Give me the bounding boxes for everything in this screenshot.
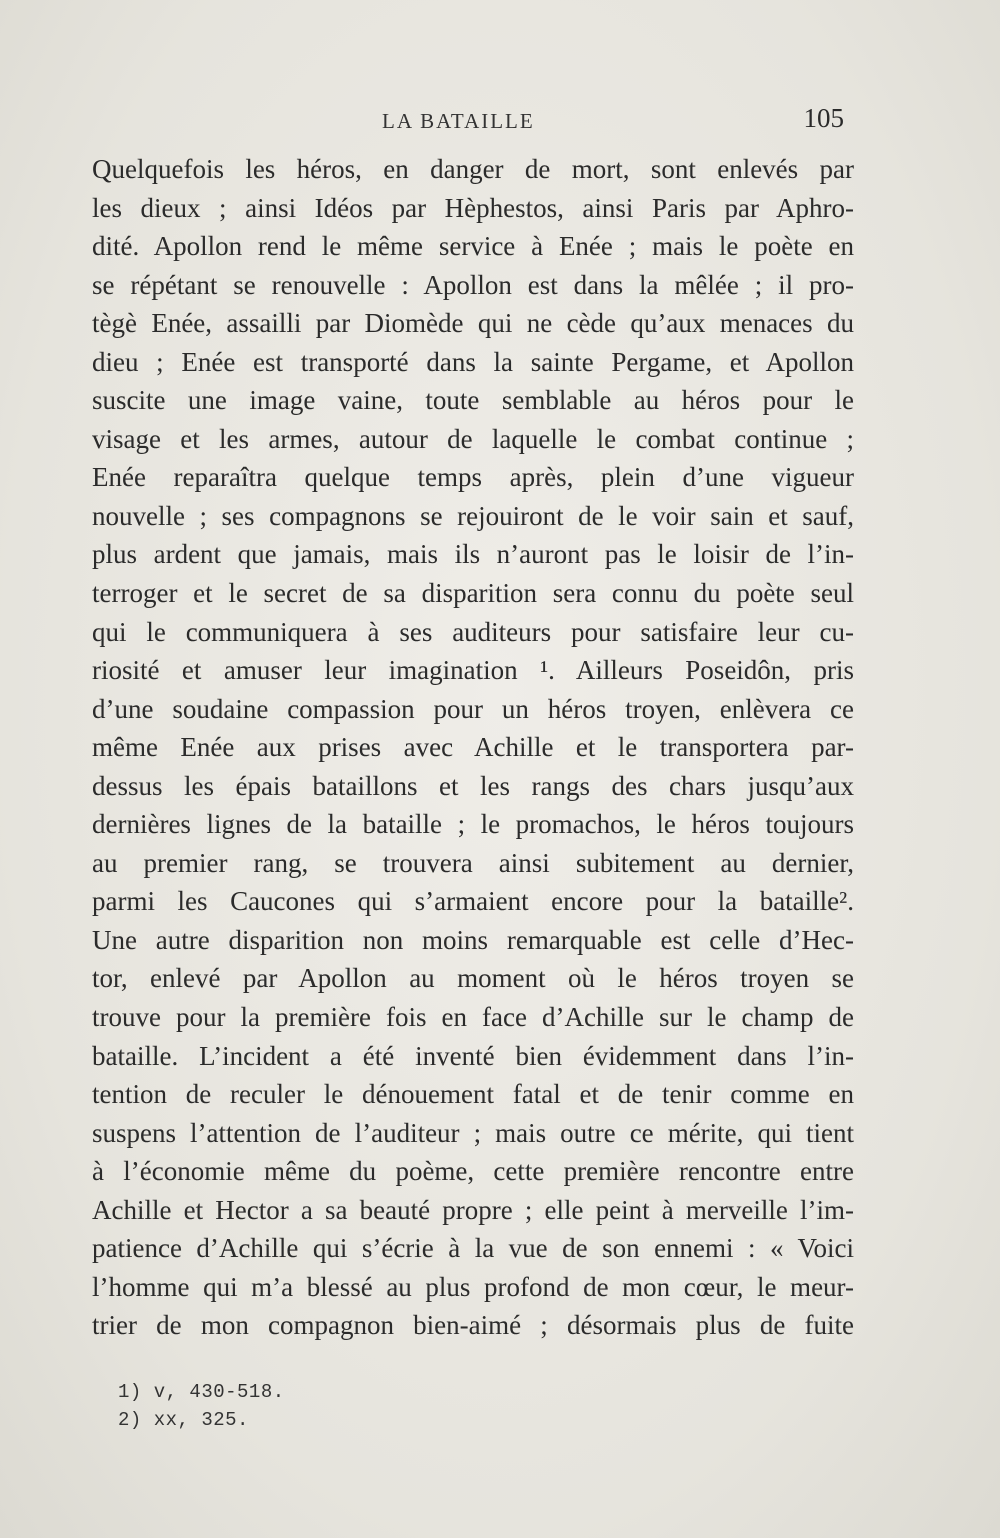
text-line: Quelquefois les héros, en danger de mort, sont enlevés par	[92, 154, 854, 184]
text-line: Enée reparaîtra quelque temps après, plein d’une vigueur	[92, 462, 854, 493]
text-line: riosité et amuser leur imagination ¹. Ailleurs Poseidôn, pris	[92, 655, 854, 686]
footnote-2: 2) xx, 325.	[118, 1409, 249, 1431]
running-title: LA BATAILLE	[382, 109, 535, 133]
footnote-1: 1) v, 430-518.	[118, 1381, 285, 1403]
running-head	[92, 103, 852, 143]
text-line: dernières lignes de la bataille ; le promachos, le héros toujours	[92, 809, 854, 840]
body-text	[92, 150, 854, 1345]
text-line: visage et les armes, autour de laquelle le combat continue ;	[92, 423, 854, 454]
text-line: l’homme qui m’a blessé au plus profond de mon cœur, le meur-	[92, 1271, 854, 1302]
text-line: au premier rang, se trouvera ainsi subitement au dernier,	[92, 847, 854, 878]
text-line: se répétant se renouvelle : Apollon est dans la mêlée ; il pro-	[92, 269, 854, 300]
text-line: tor, enlevé par Apollon au moment où le héros troyen se	[92, 963, 854, 994]
text-line: les dieux ; ainsi Idéos par Hèphestos, ainsi Paris par Aphro-	[92, 192, 854, 223]
text-line: dessus les épais bataillons et les rangs des chars jusqu’aux	[92, 770, 854, 801]
text-line: plus ardent que jamais, mais ils n’auront pas le loisir de l’in-	[92, 539, 854, 570]
text-line: d’une soudaine compassion pour un héros troyen, enlèvera ce	[92, 693, 854, 724]
text-line: dieu ; Enée est transporté dans la sainte Pergame, et Apollon	[92, 346, 854, 377]
text-line: suspens l’attention de l’auditeur ; mais outre ce mérite, qui tient	[92, 1117, 854, 1148]
text-line: même Enée aux prises avec Achille et le transportera par-	[92, 732, 854, 763]
text-line: bataille. L’incident a été inventé bien évidemment dans l’in-	[92, 1040, 854, 1071]
text-line: tègè Enée, assailli par Diomède qui ne cède qu’aux menaces du	[92, 308, 854, 339]
text-line: parmi les Caucones qui s’armaient encore pour la bataille².	[92, 886, 854, 917]
page-number: 105	[803, 103, 844, 133]
text-line: Achille et Hector a sa beauté propre ; elle peint à merveille l’im-	[92, 1194, 854, 1225]
text-line: nouvelle ; ses compagnons se rejouiront de le voir sain et sauf,	[92, 500, 854, 531]
footnotes	[118, 1378, 518, 1434]
text-line: qui le communiquera à ses auditeurs pour satisfaire leur cu-	[92, 616, 854, 647]
text-line: dité. Apollon rend le même service à Enée ; mais le poète en	[92, 231, 854, 262]
text-line: terroger et le secret de sa disparition sera connu du poète seul	[92, 578, 854, 609]
text-line: Une autre disparition non moins remarquable est celle d’Hec-	[92, 924, 854, 955]
text-line: trouve pour la première fois en face d’Achille sur le champ de	[92, 1002, 854, 1033]
text-line: trier de mon compagnon bien-aimé ; désormais plus de fuite	[92, 1310, 854, 1341]
text-line: patience d’Achille qui s’écrie à la vue de son ennemi : « Voici	[92, 1233, 854, 1264]
text-line: tention de reculer le dénouement fatal et de tenir comme en	[92, 1079, 854, 1110]
text-line: à l’économie même du poème, cette première rencontre entre	[92, 1156, 854, 1187]
text-line: suscite une image vaine, toute semblable au héros pour le	[92, 385, 854, 416]
